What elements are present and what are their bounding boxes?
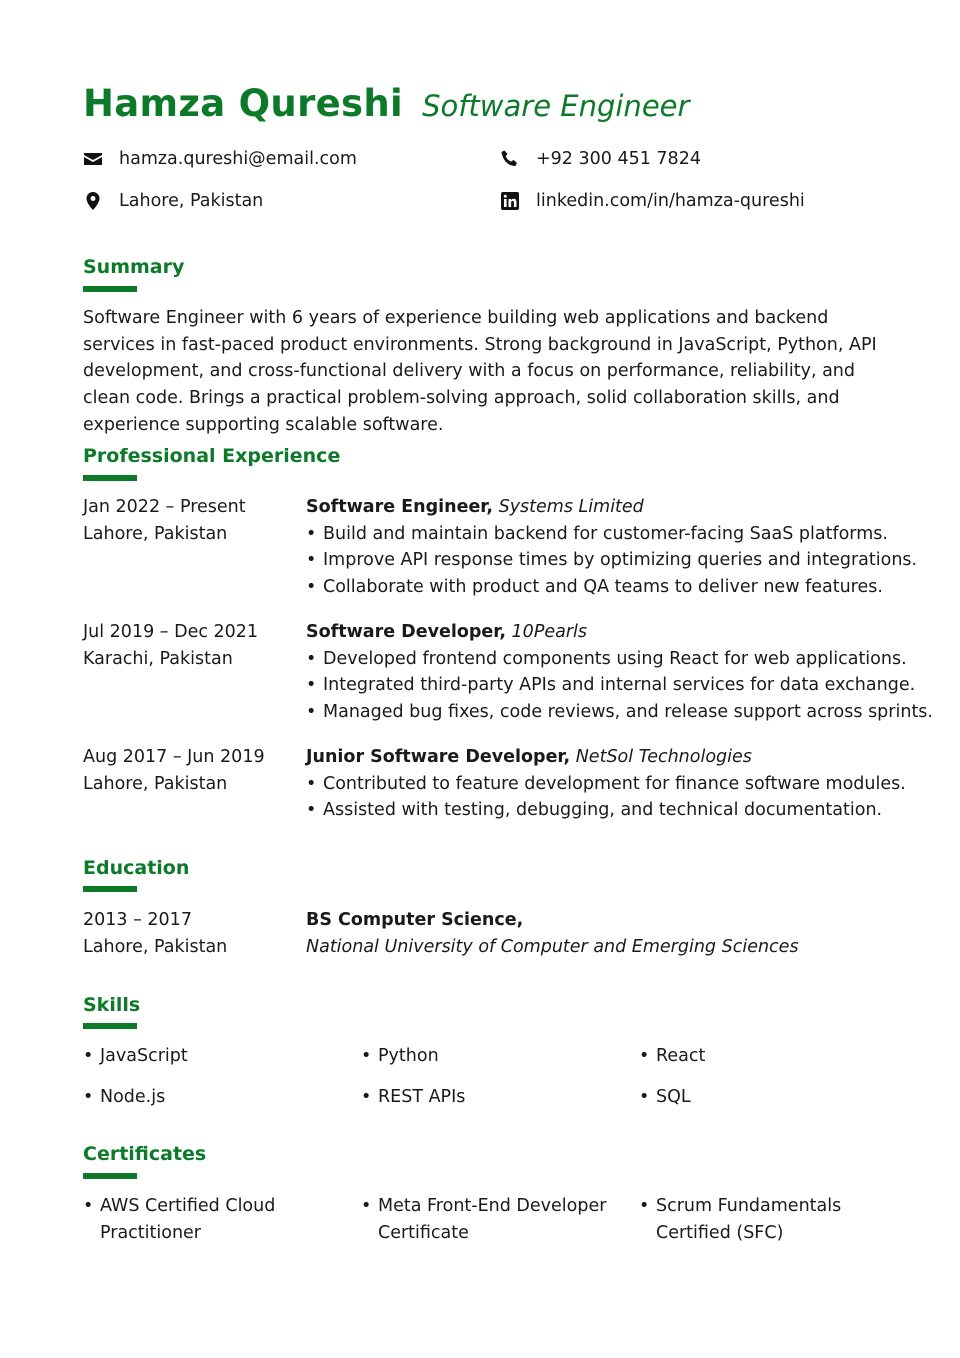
degree-title: BS Computer Science, (306, 910, 524, 930)
education-heading: Education (83, 857, 190, 879)
education-rule (83, 886, 137, 892)
experience-rule (83, 475, 137, 481)
job-location: Lahore, Pakistan (83, 773, 228, 794)
certificates-heading: Certificates (83, 1143, 207, 1165)
contact-phone[interactable] (500, 149, 701, 169)
job-company: NetSol Technologies (575, 747, 752, 767)
candidate-role: Software Engineer (422, 89, 690, 123)
skill-item: • React (639, 1043, 705, 1070)
job-bullet: • Managed bug fixes, code reviews, and release support across sprints. (306, 699, 906, 726)
summary-text: Software Engineer with 6 years of experience building web applications and backend services in fast-paced product environments. Strong background in JavaScript, Python, API development, and cross-functional delivery with a focus on performance, reliability, and clean code. Brings a practical problem-solving approach, solid collaboration skills, and experience supporting scalable software. (83, 308, 877, 435)
resume-header (83, 82, 689, 125)
job-bullets (306, 521, 918, 601)
certificate-line: • Scrum Fundamentals (656, 1196, 842, 1216)
map-pin-icon (83, 191, 103, 211)
job-bullet: • Improve API response times by optimizing queries and integrations. (306, 547, 906, 574)
job-bullets (306, 646, 933, 726)
education-dates: 2013 – 2017 (83, 910, 192, 930)
job-meta (83, 494, 246, 547)
certificate-line: • AWS Certified Cloud (100, 1196, 276, 1216)
candidate-name: Hamza Qureshi (83, 82, 403, 125)
phone-text: +92 300 451 7824 (536, 149, 701, 169)
job-heading (306, 494, 906, 521)
job-bullets (306, 771, 906, 824)
job-meta (83, 619, 258, 672)
job-bullet: • Developed frontend components using React for web applications. (306, 646, 906, 673)
job-bullet: • Contributed to feature development for finance software modules. (306, 771, 906, 798)
education-location: Lahore, Pakistan (83, 936, 228, 957)
job-title: Junior Software Developer, (306, 747, 571, 767)
job-bullet: • Collaborate with product and QA teams to deliver new features. (306, 574, 906, 601)
job-entry (306, 744, 906, 824)
job-bullet: • Build and maintain backend for customer-facing SaaS platforms. (306, 521, 906, 548)
contact-linkedin[interactable] (500, 191, 805, 211)
school-name: National University of Computer and Emerging Sciences (306, 936, 799, 957)
job-entry (306, 619, 933, 726)
education-entry (306, 907, 906, 960)
skills-heading: Skills (83, 994, 141, 1016)
job-bullet: • Assisted with testing, debugging, and technical documentation. (306, 797, 906, 824)
certificate-line: Certificate (378, 1222, 469, 1243)
location-text: Lahore, Pakistan (119, 191, 264, 211)
contact-location (83, 191, 263, 211)
skill-item: • Node.js (83, 1084, 165, 1111)
certificate-item (361, 1193, 606, 1246)
certificate-item (83, 1193, 275, 1246)
experience-heading: Professional Experience (83, 445, 341, 467)
skills-rule (83, 1023, 137, 1029)
education-meta (83, 907, 227, 960)
job-entry (306, 494, 918, 601)
certificates-rule (83, 1173, 137, 1179)
certificate-line: • Meta Front-End Developer (378, 1196, 607, 1216)
job-company: Systems Limited (498, 497, 644, 517)
job-dates: Aug 2017 – Jun 2019 (83, 747, 265, 767)
job-bullet: • Integrated third-party APIs and internal services for data exchange. (306, 672, 906, 699)
job-title: Software Engineer, (306, 497, 494, 517)
email-text: hamza.qureshi@email.com (119, 149, 357, 169)
job-company: 10Pearls (511, 622, 588, 642)
job-title: Software Developer, (306, 622, 506, 642)
job-heading (306, 744, 906, 771)
linkedin-icon (500, 191, 520, 211)
job-location: Lahore, Pakistan (83, 523, 228, 544)
skill-item: • JavaScript (83, 1043, 188, 1070)
envelope-icon (83, 149, 103, 169)
job-location: Karachi, Pakistan (83, 648, 233, 669)
job-dates: Jul 2019 – Dec 2021 (83, 622, 259, 642)
job-meta (83, 744, 265, 797)
job-heading (306, 619, 906, 646)
phone-icon (500, 149, 520, 169)
certificate-item (639, 1193, 841, 1246)
certificate-line: Certified (SFC) (656, 1222, 784, 1243)
summary-heading: Summary (83, 256, 185, 278)
linkedin-text: linkedin.com/in/hamza-qureshi (536, 191, 805, 211)
certificate-line: Practitioner (100, 1222, 201, 1243)
job-dates: Jan 2022 – Present (83, 497, 246, 517)
skill-item: • SQL (639, 1084, 691, 1111)
skill-item: • REST APIs (361, 1084, 465, 1111)
contact-email[interactable] (83, 149, 357, 169)
skill-item: • Python (361, 1043, 439, 1070)
summary-rule (83, 286, 137, 292)
